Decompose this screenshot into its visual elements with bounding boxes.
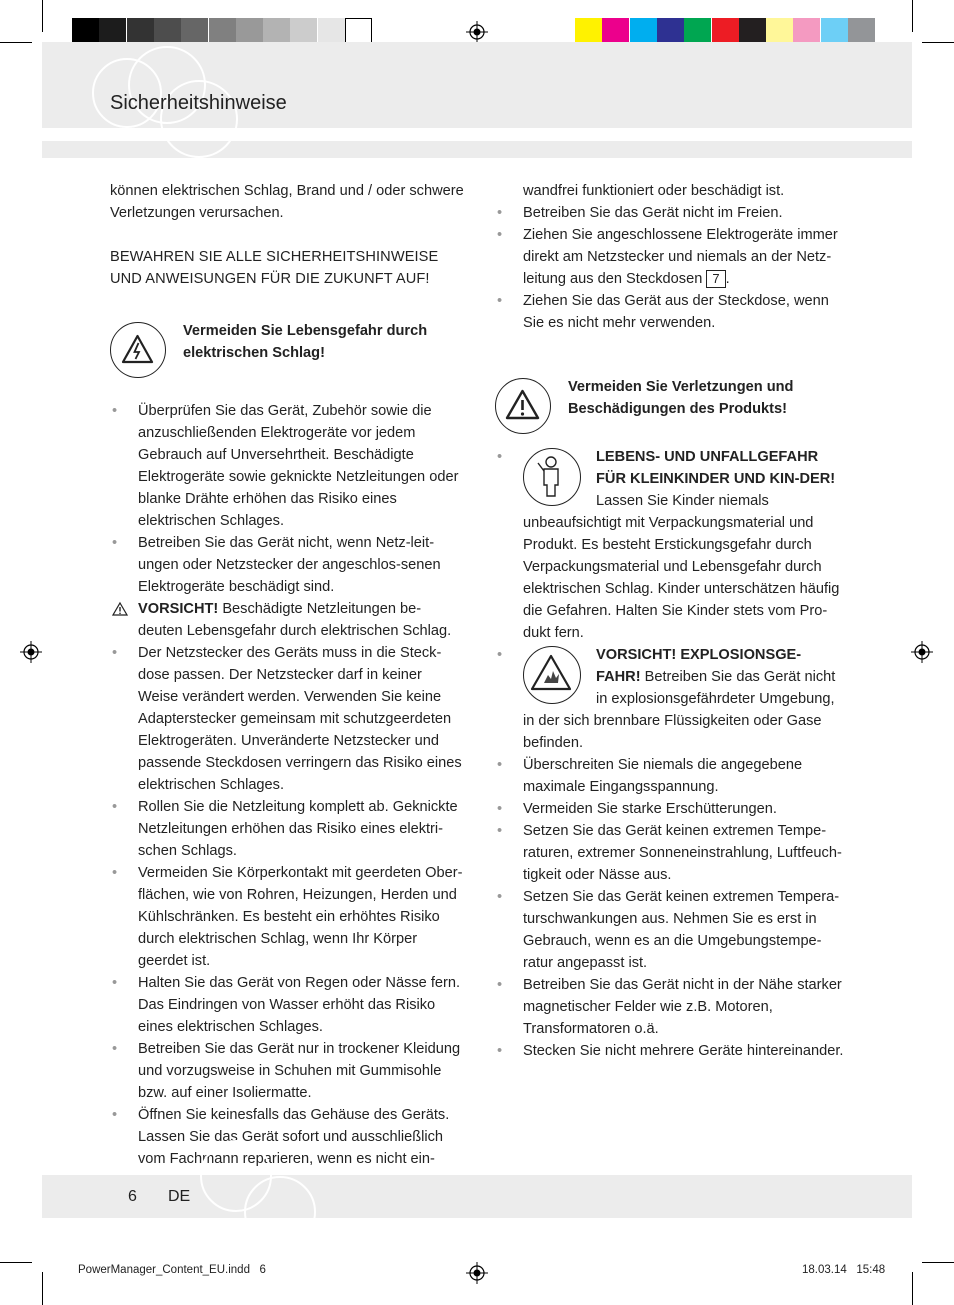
bullet: • [497,1043,503,1059]
crop-mark [922,42,954,43]
caution-triangle-icon [112,598,128,624]
file-slug: PowerManager_Content_EU.indd 6 [78,1264,266,1276]
date-slug: 18.03.14 15:48 [802,1264,886,1276]
list-item-text: Der Netzstecker des Geräts muss in die Steck-dose passen. Der Netzstecker darf in keiner Weise verändert werden. Verwenden Sie keine Adapterstecker gemeinsam mit schutzgeerdeten Elektrogeräten. Unveränderte Netzstecker und passende Steckdosen verringern das Risiko eines elektrischen Schlages. [138,645,462,793]
registration-mark-icon [20,641,42,663]
list-item [110,1038,465,1104]
list-item-text: Betreiben Sie das Gerät nicht, wenn Netz-leit-ungen oder Netzstecker der angeschlos-senen Elektrogeräte beschädigt sind. [138,535,441,595]
caution-item [110,598,465,642]
list-item-text: Betreiben Sie das Gerät nicht im Freien. [523,205,783,221]
decorative-circle [244,1176,316,1248]
list-item [110,796,465,862]
list-item [110,972,465,1038]
crop-mark [912,0,913,32]
bullet: • [497,977,503,993]
crop-mark [42,0,43,32]
bullet: • [112,865,118,881]
reference-number: 7 [706,270,725,288]
bullet: • [112,975,118,991]
list-item [495,1040,845,1062]
keep-instructions: BEWAHREN SIE ALLE SICHERHEITSHINWEISE UND ANWEISUNGEN FÜR DIE ZUKUNFT AUF! [110,249,439,287]
crop-mark [0,1262,32,1263]
list-item-text: Stecken Sie nicht mehrere Geräte hintereinander. [523,1043,844,1059]
list-item [495,798,845,820]
list-item [495,754,845,798]
right-column [495,180,845,1062]
list-item: • Ziehen Sie angeschlossene Elektrogeräte immer direkt am Netzstecker und niemals an der Netz-leitung aus den Steckdosen 7 . [497,227,838,287]
list-item [110,642,465,796]
page-title: Sicherheitshinweise [110,92,287,114]
caution-text: Beschädigte Netzleitungen be-deuten Lebensgefahr durch elektrischen Schlag. [138,601,452,639]
bullet: • [112,535,118,551]
continued-text: wandfrei funktioniert oder beschädigt ist. [523,183,785,199]
list-item-text: Überschreiten Sie niemals die angegebene maximale Eingangsspannung. [523,757,803,795]
list-item-text: Ziehen Sie das Gerät aus der Steckdose, wenn Sie es nicht mehr verwenden. [523,293,829,331]
child-warning-item: • LEBENS- UND UNFALLGEFAHR FÜR KLEINKINDER UND KIN-DER! Lassen Sie Kinder niemals unbeaufsichtigt mit Verpackungsmaterial und Produkt. Es besteht Erstickungsgefahr durch Verpackungsmaterial und Lebensgefahr durch elektrischen Schlag. Kinder unterschätzen häufig die Gefahren. Halten Sie Kinder stets vom Pro-dukt fern. [497,449,840,641]
bullet: • [497,889,503,905]
crop-mark [42,1272,43,1305]
list-item-text: Setzen Sie das Gerät keinen extremen Tempe-raturen, extremer Sonneneinstrahlung, Luftfeuch-tigkeit oder Nässe aus. [523,823,842,883]
list-item-text: Öffnen Sie keinesfalls das Gehäuse des Geräts. Lassen Sie das Gerät sofort und ausschließlich vom Fachmann reparieren, wenn es nicht ein- [138,1107,450,1167]
list-item-text: Setzen Sie das Gerät keinen extremen Tempera-turschwankungen aus. Nehmen Sie es erst in Gebrauch, wenn es an die Umgebungstempe-ratur angepasst ist. [523,889,840,971]
list-item [110,1104,465,1170]
crop-mark [922,1262,954,1263]
bullet: • [497,757,503,773]
injury-warning-title: Vermeiden Sie Verletzungen und Beschädigungen des Produkts! [568,379,794,417]
list-item [110,862,465,972]
crop-mark [0,42,32,43]
bullet: • [497,823,503,839]
page-number: 6 [128,1188,137,1205]
list-item-text: Vermeiden Sie Körperkontakt mit geerdeten Ober-flächen, wie von Rohren, Heizungen, Herden und Kühlschränken. Es besteht ein erhöhtes Risiko durch elektrischen Schlag, wenn Ihr Körper geerdet ist. [138,865,463,969]
list-item [110,400,465,532]
bullet: • [112,403,118,419]
child-warning-bold: LEBENS- UND UNFALLGEFAHR FÜR KLEINKINDER UND KIN-DER! [596,449,836,487]
list-item-text: Vermeiden Sie starke Erschütterungen. [523,801,777,817]
list-item: • Ziehen Sie das Gerät aus der Steckdose, wenn Sie es nicht mehr verwenden. [497,293,829,331]
child-warning-text: Lassen Sie Kinder niemals unbeaufsichtigt mit Verpackungsmaterial und Produkt. Es besteht Erstickungsgefahr durch Verpackungsmaterial und Lebensgefahr durch elektrischen Schlag. Kinder unterschätzen häufig die Gefahren. Halten Sie Kinder stets vom Pro-dukt fern. [523,493,840,641]
warning-triangle-icon [495,378,551,434]
language-code: DE [168,1188,191,1205]
list-item: • Betreiben Sie das Gerät nicht im Freien. [497,205,783,221]
shock-warning-header [110,320,465,400]
explosion-warning-bold: VORSICHT! EXPLOSIONSGE-FAHR! [596,647,802,685]
registration-mark-icon [466,1262,488,1284]
intro-text: können elektrischen Schlag, Brand und / oder schwere Verletzungen verursachen. [110,183,464,221]
injury-warning-header [495,376,845,446]
bullet: • [112,1041,118,1057]
list-item [495,974,845,1040]
caution-label: VORSICHT! [138,601,219,617]
registration-mark-icon [911,641,933,663]
explosion-warning-text: Betreiben Sie das Gerät nicht in explosionsgefährdeter Umgebung, in der sich brennbare Flüssigkeiten oder Gase befinden. [523,669,836,751]
crop-mark [912,1272,913,1305]
list-item-text: Halten Sie das Gerät von Regen oder Nässe fern. Das Eindringen von Wasser erhöht das Risiko eines elektrischen Schlages. [138,975,461,1035]
list-item-text: Betreiben Sie das Gerät nur in trockener Kleidung und vorzugsweise in Schuhen mit Gummisohle bzw. auf einer Isoliermatte. [138,1041,461,1101]
list-item [495,820,845,886]
registration-mark-icon [466,21,488,43]
list-item-text: Ziehen Sie angeschlossene Elektrogeräte immer direkt am Netzstecker und niemals an der Netz-leitung aus den Steckdosen [523,227,838,287]
child-warning-icon [523,448,581,506]
explosion-warning-item: • VORSICHT! EXPLOSIONSGE-FAHR! Betreiben Sie das Gerät nicht in explosionsgefährdeter Umgebung, in der sich brennbare Flüssigkeiten oder Gase befinden. [497,647,836,751]
list-item-text: Betreiben Sie das Gerät nicht in der Nähe starker magnetischer Felder wie z.B. Motoren, Transformatoren o.ä. [523,977,842,1037]
explosion-warning-icon [523,646,581,704]
bullet: • [112,799,118,815]
list-item-text: Überprüfen Sie das Gerät, Zubehör sowie die anzuschließenden Elektrogeräte vor jedem Gebrauch auf Unversehrtheit. Beschädigte Elektrogeräte sowie geknickte Netzleitungen oder blanke Drähte erhöhen das Risiko eines elektrischen Schlages. [138,403,459,529]
shock-warning-title: Vermeiden Sie Lebensgefahr durch elektrischen Schlag! [183,323,428,361]
left-column [110,180,465,1170]
bullet: • [112,1107,118,1123]
list-item [110,532,465,598]
bullet: • [497,801,503,817]
list-item-text: Rollen Sie die Netzleitung komplett ab. Geknickte Netzleitungen erhöhen das Risiko eines elektri-schen Schlags. [138,799,458,859]
list-item [495,886,845,974]
electric-shock-warning-icon [110,322,166,378]
bullet: • [112,645,118,661]
